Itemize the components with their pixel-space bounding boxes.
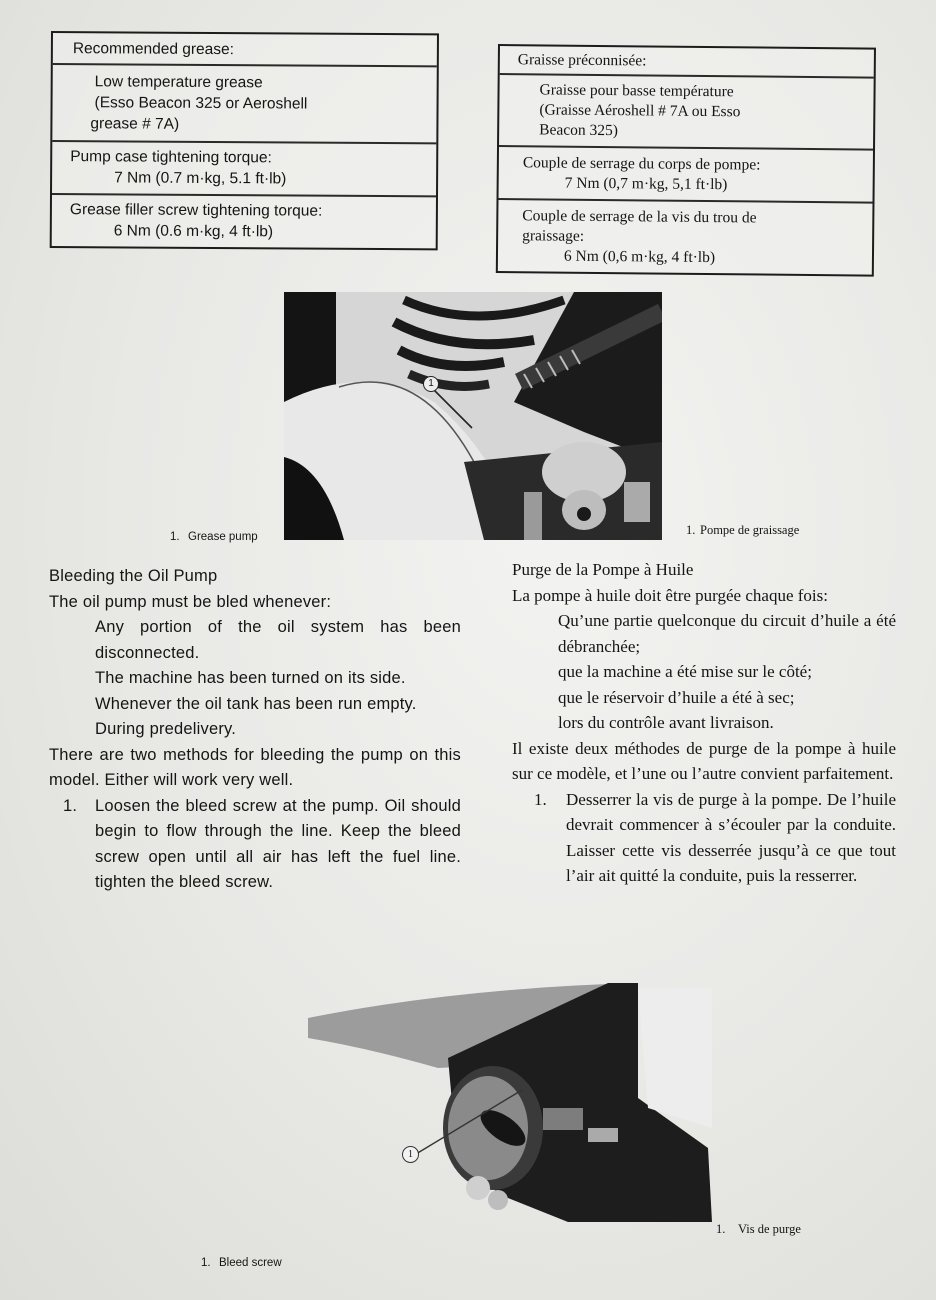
torque-value: 7 Nm (0.7 m·kg, 5.1 ft·lb): [114, 169, 287, 188]
section-title: Purge de la Pompe à Huile: [512, 560, 694, 579]
condition-item: Qu’une partie quelconque du circuit d’huile a été débranchée;: [558, 611, 896, 656]
methods-paragraph: Il existe deux méthodes de purge de la pompe à huile sur ce modèle, et l’une ou l’autre convient parfaitement.: [512, 738, 896, 783]
callout-marker: [423, 376, 439, 392]
bleed-screw-photo: [308, 978, 712, 1222]
step-number: 1.: [63, 796, 78, 815]
condition-item: que le réservoir d’huile a été à sec;: [558, 687, 795, 707]
spec-pump-case-torque: [52, 140, 436, 195]
torque-label: Grease filler screw tightening torque:: [69, 201, 323, 220]
spec-filler-screw-torque: [52, 193, 436, 248]
grease-line: Low temperature grease: [94, 73, 263, 92]
condition-item: lors du contrôle avant livraison.: [558, 713, 774, 732]
torque-label: graissage:: [522, 227, 585, 245]
step-text: Desserrer la vis de purge à la pompe. De l’huile devrait commencer à s’écouler par la conduite. Laisser cette vis desserrée jusqu’à ce que tout l’air ait quitté la conduite, puis la resserrer.: [566, 789, 896, 885]
torque-value: 6 Nm (0.6 m·kg, 4 ft·lb): [113, 222, 274, 241]
spec-heading: Graisse préconnisée:: [517, 51, 647, 70]
spec-filler-screw-torque: [498, 198, 873, 275]
section-intro: La pompe à huile doit être purgée chaque fois:: [512, 585, 828, 605]
condition-item: Any portion of the oil system has been disconnected.: [95, 618, 461, 662]
step-text: Loosen the bleed screw at the pump. Oil should begin to flow through the line. Keep the bleed screw open until all air has left the fuel line. tighten the bleed screw.: [95, 796, 461, 891]
grease-line: Beacon 325): [539, 121, 619, 140]
caption-number: 1.: [201, 1257, 211, 1269]
grease-line: grease # 7A): [90, 115, 180, 133]
caption-en: [201, 1257, 282, 1269]
step-item: [512, 787, 896, 889]
section-title: Bleeding the Oil Pump: [49, 567, 218, 585]
spec-box-en: [50, 31, 439, 250]
condition-item: During predelivery.: [95, 720, 237, 738]
caption-number: 1.: [170, 531, 180, 543]
grease-line: (Graisse Aéroshell # 7A ou Esso: [539, 101, 741, 121]
callout-number: 1: [408, 1149, 413, 1160]
spec-box-fr: [496, 44, 876, 277]
torque-label: Pump case tightening torque:: [70, 148, 272, 167]
torque-value: 6 Nm (0,6 m·kg, 4 ft·lb): [563, 247, 716, 267]
callout-marker: [402, 1146, 419, 1163]
grease-line: Graisse pour basse température: [539, 81, 734, 101]
caption-fr: [716, 1222, 801, 1237]
spec-grease-type: [499, 73, 874, 149]
spec-pump-case-torque: [499, 145, 873, 202]
condition-item: que la machine a été mise sur le côté;: [558, 662, 812, 681]
torque-label: Couple de serrage de la vis du trou de: [522, 207, 757, 227]
condition-item: The machine has been turned on its side.: [95, 669, 406, 687]
caption-text: Bleed screw: [219, 1257, 282, 1269]
methods-paragraph: There are two methods for bleeding the pump on this model. Either will work very well.: [49, 745, 461, 789]
section-en: [49, 564, 461, 896]
caption-text: Grease pump: [188, 531, 258, 543]
step-number: 1.: [534, 789, 547, 809]
spec-heading: Recommended grease:: [72, 40, 235, 59]
section-intro: The oil pump must be bled whenever:: [49, 592, 332, 611]
spec-grease-type: [52, 63, 436, 142]
caption-text: Pompe de graissage: [700, 523, 800, 537]
condition-item: Whenever the oil tank has been run empty.: [95, 694, 417, 713]
caption-en: [170, 531, 258, 543]
grease-pump-photo: [284, 292, 662, 540]
torque-label: Couple de serrage du corps de pompe:: [522, 154, 761, 174]
torque-value: 7 Nm (0,7 m·kg, 5,1 ft·lb): [564, 174, 728, 194]
grease-line: (Esso Beacon 325 or Aeroshell: [94, 94, 308, 113]
section-fr: [512, 557, 896, 889]
caption-number: 1.: [716, 1222, 726, 1236]
step-item: [49, 794, 461, 896]
caption-text: Vis de purge: [738, 1222, 801, 1236]
callout-number: 1: [428, 378, 434, 389]
caption-fr: [686, 523, 799, 538]
caption-number: 1.: [686, 523, 696, 537]
